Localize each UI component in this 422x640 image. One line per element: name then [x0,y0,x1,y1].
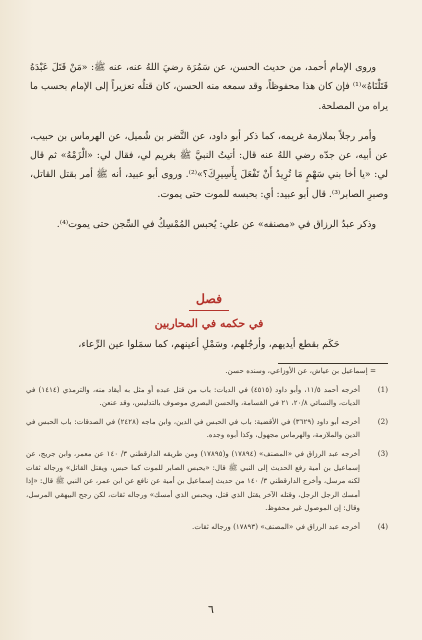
paragraph-debtor: وأمر رجلاً بملازمة غريمه، كما ذكر أبو داود، عن النَّضر بن شُميل، عن الهرماس بن حبيب، عن أبيه، عن جدّه رضي اللهُ عنه قال: أتيتُ النبيَّ ﷺ بغريم لي، فقال لي: «الْزَمْهُ» ثم قال لي: «يا أخا بني سَهْمٍ مَا تُرِيدُ أَنْ تَفْعَلَ بِأَسِيرِكَ؟»⁽²⁾. وروى أبو عبيد، أنه ﷺ أمر بقتل القاتل، وصبرِ الصابر⁽³⁾. قال أبو عبيد: أي: بحبسه للموت حتى يموت. [30,130,388,200]
footnote-3 [26,447,388,515]
title-underline [189,310,229,311]
footnote-continuation: = إسماعيل بن عياش، عن الأوزاعي، وسنده حسن. [225,366,376,375]
footnote-number: (1) [377,384,388,394]
paragraph-samura-hadith: وروى الإمام أحمد، من حديث الحسن، عن سَمُرَة رضيَ اللهُ عنه، عنه ﷺ: «مَنْ قَتَلَ عَبْدَهُ قَتَلْنَاهُ»⁽¹⁾ فإن كان هذا محفوظاً، وقد سمعه منه الحسن، كان قتلُه تعزيراً إلى الإمام بحسب ما يراه من المصلحة. [30,62,388,112]
footnote-2 [26,415,388,442]
footnote-text: أخرجه أحمد ١١/٥، وأبو داود (٤٥١٥) في الديات: باب من قتل عبده أو مثل به أيقاد منه، والترمذي (١٤١٤) في الديات، والنسائي ٢٠/٨، ٢١ في القسامة، والحسن البصري موصوف بالتدليس، وقد عنعن. [26,384,361,408]
section-first-line: حَكَم بقطع أيديهم، وأرجُلهم، وسَمْلِ أعينهم، كما سمَلوا عين الرِّعاء، [78,339,340,350]
footnote-number: (3) [377,448,388,458]
footnote-1 [26,383,388,410]
footnote-number: (4) [377,521,388,531]
footnote-4 [26,520,388,534]
footnote-text: أخرجه أبو داود (٣٦٢٩) في الأقضية: باب في الحبس في الدين، وابن ماجه (٢٤٢٨) في الصدقات: باب الحبس في الدين والملازمة، والهرماس مجهول، وكذا أبوه وجده. [26,416,360,440]
section-subtitle: في حكمه في المحاربين [154,317,264,330]
page-number: ٦ [208,603,214,616]
footnotes [26,364,388,534]
section-title: فصل [195,291,223,306]
paragraph-abdurrazzaq: وذكر عبدُ الرزاق في «مصنفه» عن علي: يُحبس المُمْسِكُ في السِّجن حتى يموت⁽⁴⁾. [56,219,376,231]
footnote-number: (2) [377,416,388,426]
section-heading [30,290,388,356]
footnote-text: أخرجه عبد الرزاق في «المصنف» (١٧٨٩٤) و(١٧٨٩٥) ومن طريقه الدارقطني ٣/ ١٤٠ عن معمر، وابن جريج، عن إسماعيل بن أمية رفع الحديث إلى النبي ﷺ قال: «يحبس الصابر للموت كما حبس، ويقتل القاتل» ورجاله ثقات لكنه مرسل، وأخرج الدارقطني ٣/ ١٤٠ من حديث إسماعيل بن أمية عن نافع عن ابن عمر، عن النبي ﷺ قال: «إذا أمسك الرجل الرجل، وقتله الآخر يقتل الذي قتل، ويحبس الذي أمسك» ورجاله ثقات، لكن رجح البيهقي المرسل، وقال: إن الموصول غير محفوظ. [26,448,360,513]
main-text [30,58,388,234]
footnote-text: أخرجه عبد الرزاق في «المصنف» (١٧٨٩٣) ورجاله ثقات. [192,521,360,531]
